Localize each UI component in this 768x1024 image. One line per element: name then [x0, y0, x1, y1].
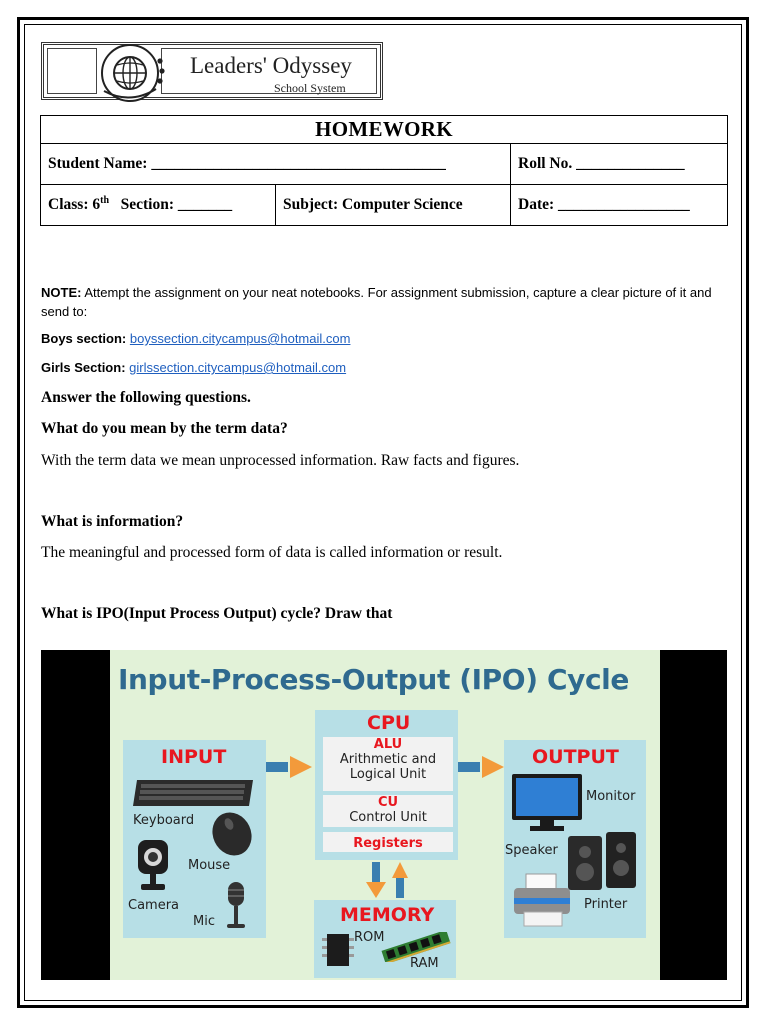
- globe-emblem-icon: [92, 39, 176, 105]
- date-cell: [511, 185, 728, 226]
- logo-school-subtitle: School System: [274, 81, 346, 95]
- mic-icon: [223, 880, 249, 932]
- mouse-icon: [207, 810, 257, 858]
- class-superscript: th: [100, 195, 110, 207]
- camera-label: Camera: [128, 898, 180, 913]
- instruction-heading: Answer the following questions.: [41, 389, 251, 406]
- monitor-label: Monitor: [586, 789, 636, 804]
- alu-description-1: Arithmetic and: [339, 752, 437, 767]
- logo-left-panel: [47, 48, 97, 94]
- memory-box: [314, 900, 456, 978]
- section-blank: _______: [177, 196, 233, 214]
- boys-email-link[interactable]: boyssection.citycampus@hotmail.com: [129, 331, 351, 346]
- keyboard-icon: [131, 776, 257, 810]
- output-box: [504, 740, 646, 938]
- student-name-cell: [41, 144, 511, 185]
- boys-email-line: [41, 331, 350, 346]
- alu-description-2: Logical Unit: [349, 767, 427, 782]
- mic-label: Mic: [193, 914, 215, 929]
- section-label: Section:: [120, 196, 175, 214]
- registers-block: [323, 832, 453, 852]
- date-blank: _________________: [558, 196, 690, 213]
- speaker-icon: [566, 828, 640, 892]
- boys-section-label: Boys section:: [41, 331, 127, 346]
- question-3: What is IPO(Input Process Output) cycle? Draw that: [41, 605, 393, 622]
- note-label: NOTE:: [41, 285, 82, 300]
- alu-label: ALU: [373, 737, 403, 752]
- memory-heading: MEMORY: [340, 904, 435, 926]
- answer-2: The meaningful and processed form of data is called information or result.: [41, 544, 503, 561]
- class-section-cell: [41, 185, 276, 226]
- girls-email-link[interactable]: girlssection.citycampus@hotmail.com: [129, 360, 347, 375]
- cu-description: Control Unit: [349, 810, 427, 825]
- camera-icon: [135, 838, 171, 894]
- output-heading: OUTPUT: [532, 746, 619, 768]
- ipo-title: Input-Process-Output (IPO) Cycle: [118, 663, 629, 696]
- mouse-label: Mouse: [188, 858, 231, 873]
- cu-block: [323, 795, 453, 827]
- ram-label: RAM: [410, 956, 439, 971]
- student-name-label: Student Name:: [48, 155, 148, 172]
- input-heading: INPUT: [161, 746, 227, 768]
- homework-header-table: [40, 115, 728, 226]
- printer-icon: [512, 868, 574, 930]
- note-paragraph: [41, 283, 726, 321]
- girls-section-label: Girls Section:: [41, 360, 126, 375]
- class-label: Class: 6: [48, 196, 101, 214]
- rom-chip-icon: [321, 930, 355, 970]
- alu-block: [323, 737, 453, 791]
- arrow-cpu-to-output-icon: [458, 754, 506, 780]
- arrow-input-to-cpu-icon: [266, 754, 316, 780]
- registers-label: Registers: [353, 836, 423, 851]
- logo-school-name: Leaders' Odyssey: [190, 53, 352, 78]
- cpu-box: [315, 710, 458, 860]
- input-box: [123, 740, 266, 938]
- student-name-blank: ______________________________________: [151, 155, 446, 172]
- date-label: Date:: [518, 196, 555, 213]
- roll-no-blank: ______________: [576, 155, 685, 172]
- subject-cell: Subject: Computer Science: [276, 185, 511, 226]
- cpu-heading: CPU: [367, 712, 411, 734]
- girls-email-line: [41, 360, 346, 375]
- cu-label: CU: [377, 795, 399, 810]
- question-2: What is information?: [41, 513, 184, 530]
- roll-no-cell: [511, 144, 728, 185]
- ipo-cycle-image: [41, 650, 727, 980]
- speaker-label: Speaker: [505, 843, 558, 858]
- homework-title: HOMEWORK: [41, 116, 728, 144]
- roll-no-label: Roll No.: [518, 155, 573, 172]
- ipo-diagram-panel: [110, 650, 660, 980]
- printer-label: Printer: [584, 897, 628, 912]
- keyboard-label: Keyboard: [133, 813, 195, 828]
- monitor-icon: [510, 772, 584, 834]
- question-1: What do you mean by the term data?: [41, 420, 288, 437]
- note-text: Attempt the assignment on your neat notebooks. For assignment submission, capture a clear picture of it and send to:: [41, 285, 712, 319]
- arrow-cpu-memory-icon: [364, 860, 410, 900]
- school-logo: [41, 42, 383, 100]
- rom-label: ROM: [354, 930, 385, 945]
- answer-1: With the term data we mean unprocessed information. Raw facts and figures.: [41, 452, 520, 469]
